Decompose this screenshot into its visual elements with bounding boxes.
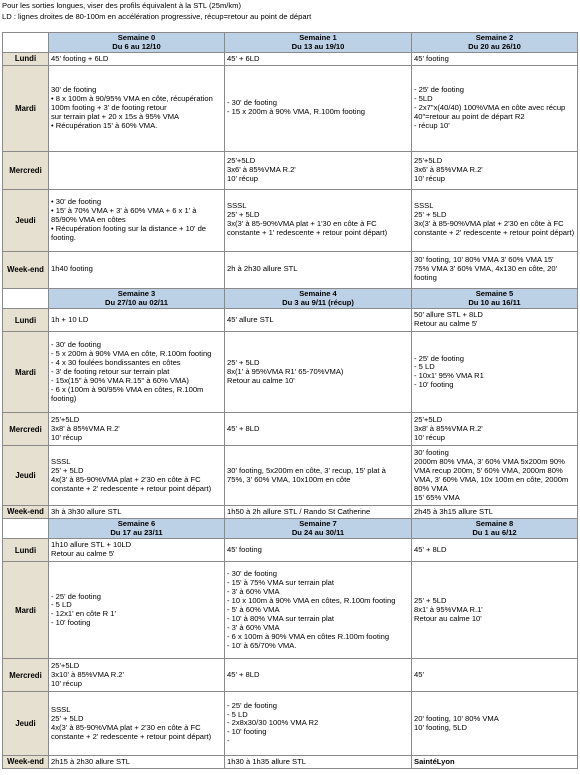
workout-line: SSSL xyxy=(414,201,434,211)
workout-line: 45' allure STL xyxy=(227,314,274,324)
workout-cell xyxy=(225,309,412,332)
workout-line: - 25' de footing xyxy=(414,353,465,363)
week-header xyxy=(412,33,578,53)
week-title: Semaine 0 xyxy=(117,33,156,42)
workout-line: footing) xyxy=(51,393,77,403)
week-title: Semaine 2 xyxy=(475,33,514,42)
workout-cell xyxy=(412,309,578,332)
workout-line: 1h30 à 1h35 allure STL xyxy=(227,756,306,766)
workout-line: - 15' à 75% VMA sur terrain plat xyxy=(227,578,334,588)
week-header xyxy=(225,289,412,309)
day-row xyxy=(3,309,578,332)
workout-line: - 2x8x30/30 100% VMA R2 xyxy=(227,718,319,728)
day-row xyxy=(3,189,578,251)
workout-line: 25'+5LD xyxy=(51,661,80,670)
day-row xyxy=(3,251,578,288)
workout-line: - 3' à 60% VMA xyxy=(227,587,280,597)
workout-cell xyxy=(412,251,578,288)
workout-line: 2000m 80% VMA, 3' 60% VMA 5x200m 90% xyxy=(414,457,565,467)
workout-cell xyxy=(412,446,578,506)
workout-line: Retour au calme 10' xyxy=(414,613,482,623)
workout-cell xyxy=(225,692,412,756)
workout-line: 3x8' à 85%VMA R.2' xyxy=(51,423,120,433)
workout-line: 10' récup xyxy=(414,432,446,442)
workout-line: - 6 x (100m à 90/95% VMA en côtes, R.100m xyxy=(51,384,204,394)
workout-line: - 25' de footing xyxy=(51,591,102,601)
day-row xyxy=(3,562,578,659)
workout-line: Retour au calme 10' xyxy=(227,375,295,385)
workout-line: 45' footing xyxy=(227,544,262,554)
workout-cell xyxy=(412,692,578,756)
schedule-table-weeks-3-5 xyxy=(2,288,578,519)
workout-line: 1h40 footing xyxy=(51,264,93,274)
workout-cell xyxy=(49,332,225,413)
week-title: Semaine 7 xyxy=(299,519,337,528)
workout-line: - 3' à 60% VMA xyxy=(227,622,280,632)
day-label: Jeudi xyxy=(3,189,49,251)
workout-cell xyxy=(49,446,225,506)
day-label: Mercredi xyxy=(3,151,49,189)
day-row xyxy=(3,659,578,692)
workout-line: footing. xyxy=(51,232,76,242)
week-dates: Du 6 au 12/10 xyxy=(112,41,161,51)
day-label: Mardi xyxy=(3,65,49,151)
workout-cell xyxy=(49,251,225,288)
workout-line: 3x6' à 85%VMA R.2' xyxy=(227,164,296,174)
day-label: Week-end xyxy=(3,251,49,288)
workout-line: 25' + 5LD xyxy=(414,210,447,220)
day-label: Lundi xyxy=(3,53,49,65)
day-label: Jeudi xyxy=(3,446,49,506)
workout-line: • Récupération 15' à 60% VMA. xyxy=(51,120,158,130)
workout-line: 15' 65% VMA xyxy=(414,492,460,502)
workout-line: • 15' à 70% VMA + 3' à 60% VMA + 6 x 1' à xyxy=(51,205,197,215)
workout-line: 3x10' à 85%VMA R.2' xyxy=(51,669,124,679)
workout-line: 45' + 8LD xyxy=(414,544,447,554)
header-row xyxy=(3,519,578,539)
workout-line: • 8 x 100m à 90/95% VMA en côte, récupération xyxy=(51,93,213,103)
day-row xyxy=(3,539,578,562)
day-label: Week-end xyxy=(3,756,49,768)
workout-line: - 5' à 60% VMA xyxy=(227,604,280,614)
workout-line: - 5 LD xyxy=(414,362,435,372)
workout-line: VMA, 3' 60% VMA, 10x 100m en côte, 2000m xyxy=(414,474,569,484)
day-label: Lundi xyxy=(3,539,49,562)
workout-line: 25' + 5LD xyxy=(414,596,447,605)
workout-line: SSSL xyxy=(227,201,247,211)
intro-note-2: LD : lignes droites de 80-100m en accélération progressive, récup=retour au point de départ xyxy=(2,12,312,21)
day-label: Jeudi xyxy=(3,692,49,756)
workout-line: - 15 x 200m à 90% VMA, R.100m footing xyxy=(227,107,366,117)
workout-line: - 10' à 80% VMA sur terrain plat xyxy=(227,613,334,623)
workout-cell xyxy=(49,539,225,562)
workout-line: 4x(3' à 85-90%VMA plat + 2'30 en côte à FC xyxy=(51,722,201,732)
workout-line: 45' footing xyxy=(414,53,449,63)
workout-line: 25' + 5LD xyxy=(51,465,84,475)
workout-cell xyxy=(225,151,412,189)
workout-line: - 4 x 30 foulées bondissantes en côtes xyxy=(51,358,181,367)
schedule-table-weeks-6-8 xyxy=(2,518,578,769)
workout-line: - 10' footing xyxy=(414,380,454,390)
week-title: Semaine 1 xyxy=(299,33,337,42)
workout-line: 10' récup xyxy=(227,173,259,183)
week-header xyxy=(225,519,412,539)
workout-cell xyxy=(225,659,412,692)
day-label: Mercredi xyxy=(3,659,49,692)
workout-cell xyxy=(49,151,225,189)
workout-line: 50' allure STL + 8LD xyxy=(414,310,483,320)
workout-line: footing xyxy=(414,273,437,283)
workout-line: - 10' à 65/70% VMA. xyxy=(227,640,297,650)
workout-line: - 10' footing xyxy=(51,618,91,628)
workout-line: - récup 10' xyxy=(414,120,450,130)
day-label: Mardi xyxy=(3,332,49,413)
week-header xyxy=(49,519,225,539)
workout-cell xyxy=(412,332,578,413)
workout-cell xyxy=(49,756,225,768)
workout-cell xyxy=(225,332,412,413)
week-header xyxy=(225,33,412,53)
workout-line: Retour au calme 5' xyxy=(414,319,478,329)
workout-line: 25'+5LD xyxy=(227,155,256,165)
workout-line: 3x8' à 85%VMA R.2' xyxy=(414,423,483,433)
corner-cell xyxy=(3,519,49,539)
workout-cell xyxy=(49,562,225,659)
workout-cell xyxy=(412,151,578,189)
corner-cell xyxy=(3,33,49,53)
workout-line: 30' footing, 5x200m en côte, 3' recup, 15' plat à xyxy=(227,465,386,475)
workout-line: 25'+5LD xyxy=(51,415,80,424)
workout-cell xyxy=(412,53,578,65)
workout-line: 2h à 2h30 allure STL xyxy=(227,264,298,274)
workout-line: 45' + 6LD xyxy=(227,53,260,63)
workout-line: 2h15 à 2h30 allure STL xyxy=(51,756,130,766)
workout-line: 45' xyxy=(414,669,424,679)
workout-line: - 3' de footing retour sur terrain plat xyxy=(51,366,170,376)
workout-cell xyxy=(225,413,412,446)
workout-line: - 5 LD xyxy=(51,600,72,610)
workout-cell xyxy=(49,506,225,518)
workout-line: - xyxy=(227,736,230,746)
workout-cell xyxy=(412,659,578,692)
workout-line: Retour au calme 5' xyxy=(51,549,115,559)
workout-line: 3x(3' à 85-90%VMA plat + 1'30 en côte à FC xyxy=(227,219,377,229)
day-label: Mercredi xyxy=(3,413,49,446)
workout-line: SSSL xyxy=(51,705,71,715)
workout-line: SSSL xyxy=(51,457,71,467)
workout-line: 45' + 8LD xyxy=(227,669,260,679)
workout-cell xyxy=(49,53,225,65)
week-dates: Du 24 au 30/11 xyxy=(291,527,345,537)
workout-cell xyxy=(49,659,225,692)
workout-line: constante + 2' redescente + retour point départ) xyxy=(414,228,575,238)
workout-line: 3x(3' à 85-90%VMA plat + 2'30 en côte à FC xyxy=(414,219,564,229)
workout-line: • Récupération footing sur la distance + 10' de xyxy=(51,223,207,233)
day-row xyxy=(3,506,578,518)
workout-line: - 30' de footing xyxy=(227,569,278,579)
workout-line: 1h + 10 LD xyxy=(51,314,89,324)
day-row xyxy=(3,413,578,446)
workout-line: 1h10 allure STL + 10LD xyxy=(51,540,132,550)
day-row xyxy=(3,151,578,189)
workout-line: • 30' de footing xyxy=(51,196,102,206)
workout-line: 30' footing, 10' 80% VMA 3' 60% VMA 15' xyxy=(414,255,554,265)
workout-line: - 30' de footing xyxy=(51,340,102,350)
workout-cell xyxy=(49,692,225,756)
workout-line: 45' footing + 6LD xyxy=(51,53,109,63)
workout-cell xyxy=(412,756,578,768)
week-title: Semaine 6 xyxy=(117,519,156,528)
workout-line: 100m footing + 3' de footing retour xyxy=(51,102,167,112)
header-row xyxy=(3,289,578,309)
workout-cell xyxy=(412,413,578,446)
week-title: Semaine 5 xyxy=(475,289,514,298)
workout-cell xyxy=(225,53,412,65)
day-row xyxy=(3,53,578,65)
workout-line: 40"=retour au point de départ R2 xyxy=(414,111,525,121)
workout-line: 20' footing, 10' 80% VMA xyxy=(414,713,499,723)
workout-cell xyxy=(225,756,412,768)
workout-line: SaintéLyon xyxy=(414,756,455,766)
workout-cell xyxy=(225,189,412,251)
day-row xyxy=(3,446,578,506)
workout-line: - 25' de footing xyxy=(414,84,465,94)
workout-cell xyxy=(49,65,225,151)
week-header xyxy=(49,289,225,309)
workout-line: sur terrain plat + 20 x 15s à 95% VMA xyxy=(51,111,180,121)
workout-line: constante + 2' redescente + retour point départ) xyxy=(51,731,212,741)
workout-cell xyxy=(225,506,412,518)
workout-line: - 25' de footing xyxy=(227,700,278,710)
workout-cell xyxy=(49,189,225,251)
week-title: Semaine 8 xyxy=(475,519,514,528)
header-row xyxy=(3,33,578,53)
workout-line: 25'+5LD xyxy=(414,415,443,424)
week-dates: Du 3 au 9/11 (récup) xyxy=(282,297,354,307)
workout-line: - 2x7"x(40/40) 100%VMA en côte avec récup xyxy=(414,102,566,112)
workout-cell xyxy=(49,413,225,446)
workout-line: 85/90% VMA en côtes xyxy=(51,214,126,224)
day-row xyxy=(3,692,578,756)
intro-note-1: Pour les sorties longues, viser des profils équivalent à la STL (25m/km) xyxy=(2,1,242,10)
workout-cell xyxy=(225,65,412,151)
workout-line: - 5LD xyxy=(414,93,433,103)
workout-line: - 12x1' en côte R 1' xyxy=(51,609,116,619)
workout-cell xyxy=(412,189,578,251)
workout-line: 30' footing xyxy=(414,448,449,458)
workout-line: 25' + 5LD xyxy=(51,713,84,723)
week-header xyxy=(412,289,578,309)
workout-line: 80% VMA xyxy=(414,483,448,493)
day-label: Mardi xyxy=(3,562,49,659)
corner-cell xyxy=(3,289,49,309)
schedule-table-weeks-0-2 xyxy=(2,32,578,289)
week-title: Semaine 4 xyxy=(299,289,337,298)
workout-line: 25' + 5LD xyxy=(227,210,260,220)
week-dates: Du 13 au 19/10 xyxy=(291,41,345,51)
day-label: Week-end xyxy=(3,506,49,518)
workout-line: 75%, 3' 60% VMA, 10x100m en côte xyxy=(227,474,351,484)
workout-cell xyxy=(412,539,578,562)
workout-line: - 10' footing xyxy=(227,727,267,737)
workout-cell xyxy=(412,506,578,518)
week-dates: Du 20 au 26/10 xyxy=(468,41,521,51)
workout-line: - 5 x 200m à 90% VMA en côte, R.100m footing xyxy=(51,349,212,359)
workout-line: 3x6' à 85%VMA R.2' xyxy=(414,164,483,174)
workout-line: 8x(1' à 95%VMA R1' 65-70%VMA) xyxy=(227,366,344,376)
workout-line: 2h45 à 3h15 allure STL xyxy=(414,506,493,516)
workout-cell xyxy=(49,309,225,332)
workout-cell xyxy=(225,539,412,562)
workout-line: 1h50 à 2h allure STL / Rando St Catherine xyxy=(227,506,371,516)
workout-line: - 30' de footing xyxy=(227,98,278,108)
workout-line: 8x1' à 95%VMA R.1' xyxy=(414,604,483,614)
workout-line: 30' de footing xyxy=(51,84,97,94)
workout-line: 4x(3' à 85-90%VMA plat + 2'30 en côte à FC xyxy=(51,474,201,484)
workout-line: constante + 1' redescente + retour point départ) xyxy=(227,228,388,238)
workout-line: 10' footing, 5LD xyxy=(414,722,467,732)
workout-line: 10' récup xyxy=(51,678,83,688)
workout-line: 10' récup xyxy=(414,173,446,183)
day-row xyxy=(3,756,578,768)
workout-line: - 15x(15" à 90% VMA R.15" à 60% VMA) xyxy=(51,375,189,385)
workout-line: - 10x1' 95% VMA R1 xyxy=(414,371,484,381)
week-title: Semaine 3 xyxy=(117,289,156,298)
workout-cell xyxy=(412,65,578,151)
week-dates: Du 17 au 23/11 xyxy=(110,527,163,537)
workout-line: 25'+5LD xyxy=(414,155,443,165)
workout-line: VMA recup 200m, 5' 60% VMA, 2000m 80% xyxy=(414,465,563,475)
week-header xyxy=(412,519,578,539)
workout-line: - 6 x 100m à 90% VMA en côtes R.100m footing xyxy=(227,631,390,641)
workout-line: - 10 x 100m à 90% VMA en côtes, R.100m footing xyxy=(227,596,396,605)
workout-line: 10' récup xyxy=(51,432,83,442)
workout-cell xyxy=(225,446,412,506)
workout-line: 25' + 5LD xyxy=(227,358,260,367)
week-dates: Du 10 au 16/11 xyxy=(468,297,521,307)
workout-cell xyxy=(225,562,412,659)
workout-line: 3h à 3h30 allure STL xyxy=(51,506,122,516)
day-row xyxy=(3,332,578,413)
workout-cell xyxy=(412,562,578,659)
week-header xyxy=(49,33,225,53)
workout-line: 45' + 8LD xyxy=(227,423,260,433)
workout-cell xyxy=(225,251,412,288)
workout-line: - 5 LD xyxy=(227,709,248,719)
week-dates: Du 1 au 6/12 xyxy=(472,527,517,537)
workout-line: constante + 2' redescente + retour point départ) xyxy=(51,483,212,493)
week-dates: Du 27/10 au 02/11 xyxy=(105,297,168,307)
day-label: Lundi xyxy=(3,309,49,332)
day-row xyxy=(3,65,578,151)
workout-line: 75% VMA 3' 60% VMA, 4x130 en côte, 20' xyxy=(414,264,558,274)
